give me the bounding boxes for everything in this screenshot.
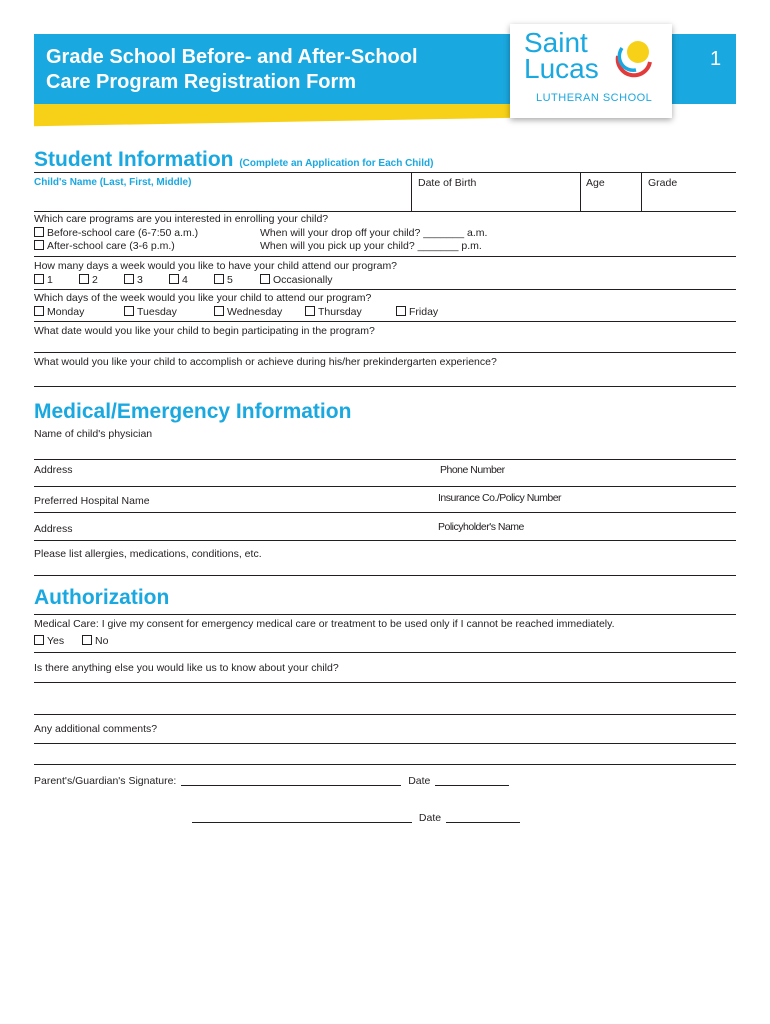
date-label: Date — [408, 775, 431, 787]
weekday-label: Tuesday — [137, 306, 177, 318]
q-programs: Which care programs are you interested in enrolling your child? — [34, 213, 329, 225]
q-dropoff[interactable]: When will your drop off your child? _______ a.m. — [260, 227, 488, 239]
checkbox[interactable] — [396, 306, 406, 316]
col-child-name: Child's Name (Last, First, Middle) — [34, 177, 192, 188]
checkbox[interactable] — [34, 274, 44, 284]
checkbox[interactable] — [79, 274, 89, 284]
date-field[interactable] — [446, 822, 520, 823]
day-count-5[interactable] — [214, 274, 233, 287]
checkbox[interactable] — [214, 274, 224, 284]
divider — [34, 614, 736, 615]
checkbox[interactable] — [124, 274, 134, 284]
day-count-label: 2 — [92, 274, 98, 286]
insurance-field[interactable]: Insurance Co./Policy Number — [438, 492, 562, 504]
checkbox[interactable] — [34, 240, 44, 250]
divider — [34, 682, 736, 683]
signature-field[interactable] — [192, 822, 412, 823]
page-title — [46, 45, 418, 95]
consent-no-label: No — [95, 635, 109, 647]
signature-row-1 — [34, 775, 509, 788]
logo-card — [510, 24, 672, 118]
address-field-2[interactable]: Address — [34, 523, 73, 535]
logo-wordmark — [524, 27, 599, 84]
option-before-school-label: Before-school care (6-7:50 a.m.) — [47, 227, 199, 239]
day-count-label: 1 — [47, 274, 53, 286]
col-date-of-birth: Date of Birth — [418, 177, 477, 189]
q-days-count: How many days a week would you like to have your child attend our program? — [34, 260, 398, 272]
divider — [34, 352, 736, 353]
policyholder-field[interactable]: Policyholder's Name — [438, 521, 524, 533]
q-accomplish[interactable]: What would you like your child to accomplish or achieve during his/her prekindergarten experience? — [34, 356, 497, 368]
divider — [580, 172, 581, 212]
divider — [34, 256, 736, 257]
divider — [34, 321, 736, 322]
checkbox[interactable] — [260, 274, 270, 284]
logo-school-name: LUTHERAN SCHOOL — [536, 92, 653, 104]
weekday-tuesday[interactable] — [124, 306, 177, 319]
date-field[interactable] — [435, 785, 509, 786]
col-grade: Grade — [648, 177, 678, 189]
authorization-title: Authorization — [34, 586, 170, 609]
physician-field[interactable]: Name of child's physician — [34, 428, 153, 440]
checkbox[interactable] — [124, 306, 134, 316]
divider — [34, 652, 736, 653]
divider — [34, 459, 736, 460]
day-count-label: 5 — [227, 274, 233, 286]
checkbox[interactable] — [82, 635, 92, 645]
option-after-school[interactable] — [34, 240, 175, 253]
divider — [34, 714, 736, 715]
page-number-banner — [672, 34, 736, 104]
signature-label: Parent's/Guardian's Signature: — [34, 775, 177, 787]
option-after-school-label: After-school care (3-6 p.m.) — [47, 240, 175, 252]
student-subtitle: (Complete an Application for Each Child) — [239, 158, 434, 169]
day-count-4[interactable] — [169, 274, 188, 287]
weekday-thursday[interactable] — [305, 306, 362, 319]
divider — [34, 486, 736, 487]
logo-sun-icon — [608, 32, 660, 84]
q-comments[interactable]: Any additional comments? — [34, 723, 158, 735]
col-age: Age — [586, 177, 605, 189]
divider — [34, 743, 736, 744]
logo-text-bottom: Lucas — [524, 53, 599, 84]
hospital-field[interactable]: Preferred Hospital Name — [34, 495, 150, 507]
q-pickup[interactable]: When will you pick up your child? _______ p.m. — [260, 240, 482, 252]
consent-yes-label: Yes — [47, 635, 65, 647]
divider — [34, 289, 736, 290]
logo-text-top: Saint — [524, 27, 588, 58]
checkbox[interactable] — [305, 306, 315, 316]
signature-field[interactable] — [181, 785, 401, 786]
medical-title: Medical/Emergency Information — [34, 400, 352, 423]
day-count-2[interactable] — [79, 274, 98, 287]
date-label: Date — [418, 812, 442, 824]
consent-no[interactable] — [82, 635, 108, 648]
consent-yes[interactable] — [34, 635, 64, 648]
divider — [34, 386, 736, 387]
checkbox[interactable] — [169, 274, 179, 284]
page-number: 1 — [710, 48, 722, 70]
consent-text: Medical Care: I give my consent for emergency medical care or treatment to be used only if I cannot be reached immediately. — [34, 618, 615, 630]
address-field-1[interactable]: Address — [34, 464, 73, 476]
weekday-monday[interactable] — [34, 306, 84, 319]
divider — [34, 764, 736, 765]
student-title: Student Information — [34, 148, 234, 171]
divider — [641, 172, 642, 212]
weekday-label: Friday — [409, 306, 439, 318]
weekday-label: Wednesday — [227, 306, 283, 318]
checkbox[interactable] — [34, 635, 44, 645]
weekday-wednesday[interactable] — [214, 306, 282, 319]
day-count-1[interactable] — [34, 274, 53, 287]
day-count-label: Occasionally — [273, 274, 333, 286]
q-start-date[interactable]: What date would you like your child to begin participating in the program? — [34, 325, 375, 337]
day-count-label: 3 — [137, 274, 143, 286]
option-before-school[interactable] — [34, 227, 198, 240]
checkbox[interactable] — [34, 227, 44, 237]
q-anything-else[interactable]: Is there anything else you would like us to know about your child? — [34, 662, 339, 674]
weekday-label: Thursday — [318, 306, 362, 318]
divider — [34, 211, 736, 212]
day-count-occasionally[interactable] — [260, 274, 333, 287]
page-title-line1: Grade School Before- and After-School — [46, 46, 418, 68]
signature-row-2 — [192, 812, 520, 825]
day-count-3[interactable] — [124, 274, 143, 287]
checkbox[interactable] — [214, 306, 224, 316]
phone-field[interactable]: Phone Number — [440, 464, 505, 476]
divider — [34, 512, 736, 513]
divider — [34, 540, 736, 541]
checkbox[interactable] — [34, 306, 44, 316]
student-table — [34, 172, 736, 212]
weekday-label: Monday — [47, 306, 85, 318]
weekday-friday[interactable] — [396, 306, 438, 319]
day-count-label: 4 — [182, 274, 188, 286]
allergies-field[interactable]: Please list allergies, medications, conditions, etc. — [34, 548, 262, 560]
divider — [411, 172, 412, 212]
divider — [34, 575, 736, 576]
q-days-which: Which days of the week would you like your child to attend our program? — [34, 292, 372, 304]
page-title-line2: Care Program Registration Form — [46, 71, 357, 93]
